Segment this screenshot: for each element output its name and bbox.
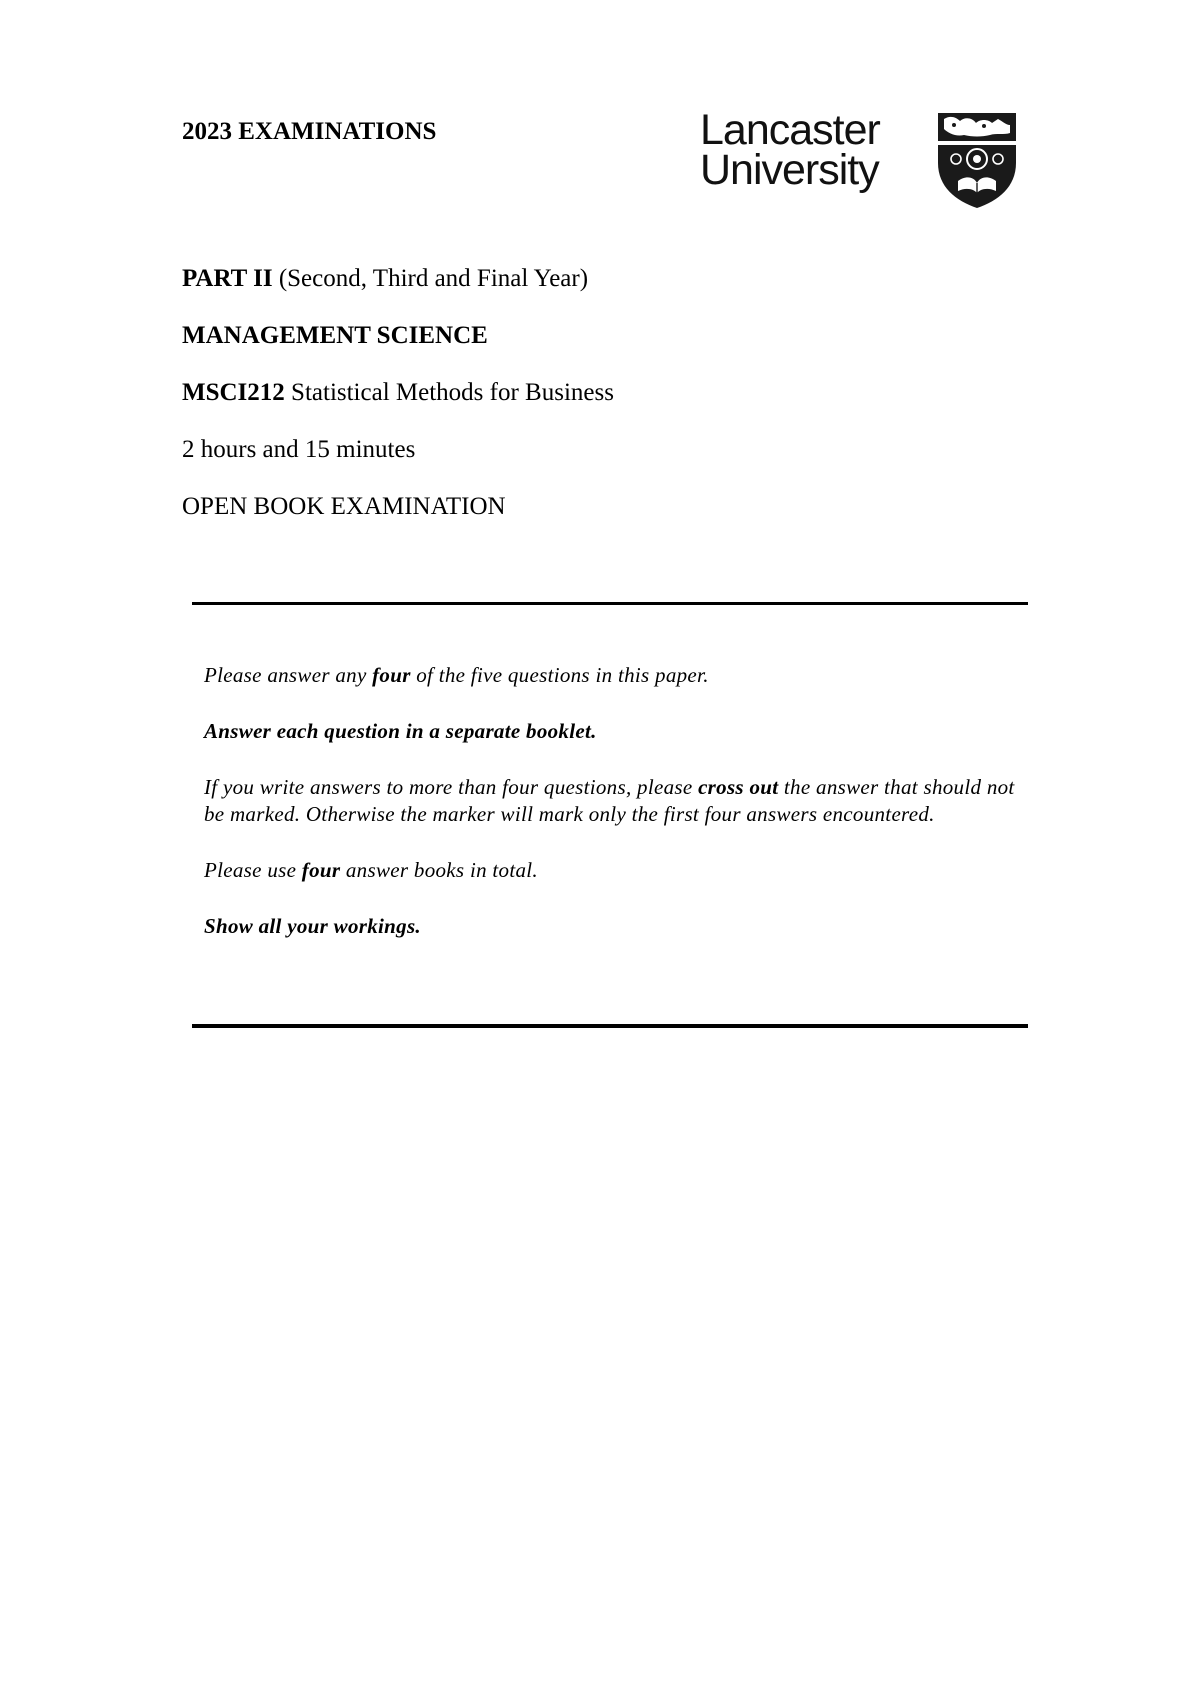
logo-wordmark	[700, 106, 880, 194]
instruction-emphasis: four	[372, 663, 411, 687]
part-detail: (Second, Third and Final Year)	[272, 265, 589, 292]
instruction-show-workings: Show all your workings.	[204, 914, 421, 938]
lancaster-university-crest-icon	[936, 111, 1018, 210]
instruction-cross-out	[204, 774, 1024, 828]
exam-duration: 2 hours and 15 minutes	[182, 436, 416, 463]
top-divider	[192, 602, 1028, 605]
logo-wordmark-line2: University	[700, 146, 879, 194]
logo-wordmark-line1: Lancaster	[700, 106, 880, 154]
instruction-answer-four	[204, 662, 1024, 689]
instruction-separate-booklet: Answer each question in a separate booklet.	[204, 719, 597, 743]
instruction-emphasis: four	[301, 858, 341, 882]
module-line	[182, 378, 614, 408]
instruction-answer-books	[204, 857, 1024, 884]
module-title: Statistical Methods for Business	[284, 379, 614, 406]
instructions-block	[204, 662, 1024, 969]
exam-year-heading: 2023 EXAMINATIONS	[182, 118, 437, 145]
instruction-emphasis: cross out	[698, 775, 779, 799]
exam-type: OPEN BOOK EXAMINATION	[182, 493, 506, 520]
instruction-text: Please use	[204, 858, 302, 882]
part-line	[182, 264, 588, 294]
instruction-text: answer books in total.	[340, 858, 538, 882]
instruction-text: If you write answers to more than four questions, please	[204, 775, 699, 799]
instruction-text: of the five questions in this paper.	[410, 663, 709, 687]
department-title: MANAGEMENT SCIENCE	[182, 322, 488, 349]
bottom-divider	[192, 1024, 1028, 1028]
instruction-text: the answer that should not be marked. Otherwise the marker will mark only the first four answers encountered.	[204, 775, 1015, 826]
university-logo	[700, 106, 1025, 210]
module-code: MSCI212	[182, 379, 285, 406]
instruction-text: Please answer any	[204, 663, 373, 687]
part-label: PART II	[182, 265, 273, 292]
